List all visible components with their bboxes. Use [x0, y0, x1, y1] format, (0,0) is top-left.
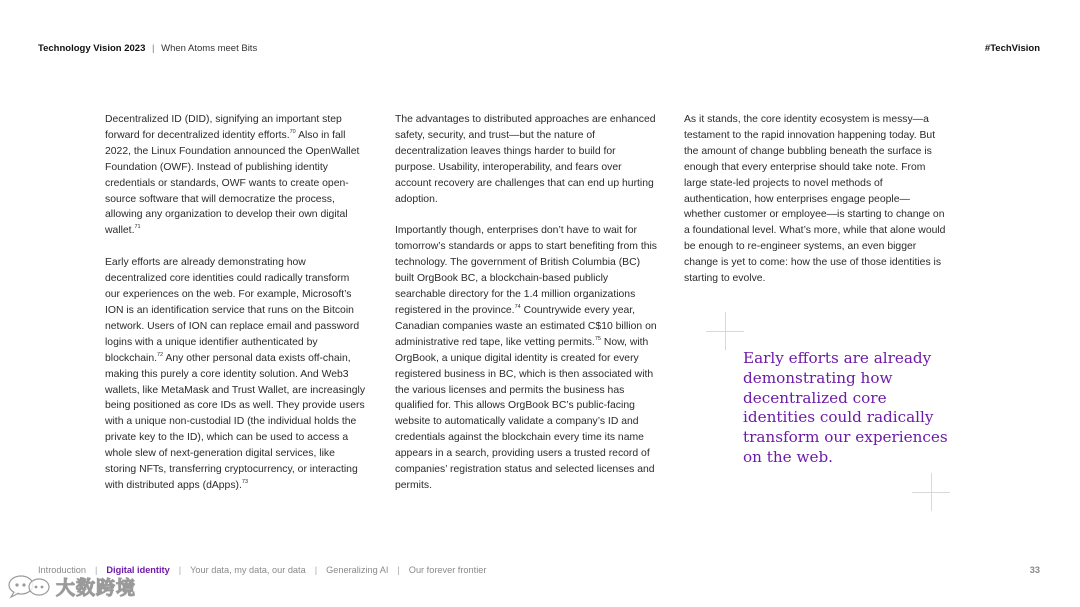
footer-separator: |: [314, 565, 318, 575]
text-run: Early efforts are already demonstrating how decentralized core identities could radically transform our experiences on the web. For example, Microsoft’s ION is an identification service that runs on the Bitcoin network. Users of ION can replace email and password logins with a unique identifier authenticated by blockchain.: [105, 257, 360, 364]
footer-nav-generalizing-ai[interactable]: Generalizing AI: [326, 565, 389, 575]
footnote-ref[interactable]: 71: [134, 224, 141, 231]
page-number: 33: [1029, 565, 1040, 575]
text-run: Any other personal data exists off-chain, making this purely a core identity solution. And Web3 wallets, like MetaMask and Trust Wallet, are increasingly being positioned as core IDs as well. They provide users with a unique non-custodial ID (the individual holds the private key to the ID), which can be used to access a whole slew of next-generation digital services, like storing NFTs, transferring cryptocurrency, or interacting with distributed apps (dApps).: [105, 352, 366, 491]
footer-nav-digital-identity[interactable]: Digital identity: [106, 565, 170, 575]
hashtag-label: #TechVision: [984, 43, 1040, 54]
footer-nav-your-data[interactable]: Your data, my data, our data: [190, 565, 306, 575]
header-separator: |: [152, 43, 155, 54]
page-header: [38, 43, 1040, 57]
footnote-ref[interactable]: 73: [241, 478, 249, 485]
decorative-cross-icon: [912, 473, 950, 511]
watermark-text: 大数跨境: [56, 577, 137, 599]
paragraph: As it stands, the core identity ecosystem is messy—a testament to the rapid innovation happening today. But the amount of change bubbling beneath the surface is enough that every enterprise should take note. From large state-led projects to novel methods of authentication, how enterprises engage people—whether customer or employee—is starting to change on a foundational level. What’s more, while that alone would be enough to re-engineer systems, an even bigger change is yet to come: how the use of those identities is starting to evolve.: [684, 114, 946, 285]
paragraph: [105, 112, 367, 239]
footer-nav-introduction[interactable]: Introduction: [38, 565, 87, 575]
text-run: Now, with OrgBook, a unique digital identity is created for every registered business in BC, which is then associated with the various licenses and permits the business has qualified for. This allows OrgBook BC’s public-facing website to automatically validate a company’s ID and credentials against the blockchain every time its name appears in a search, providing users a trusted record of companies’ registration status and selected licenses and permits.: [395, 336, 655, 491]
text-column-1: [105, 112, 367, 510]
footer-separator: |: [178, 565, 182, 575]
pull-quote: Early efforts are already demonstrating how decentralized core identities could radically transform our experiences on the web.: [743, 349, 948, 466]
text-column-2: [395, 112, 657, 510]
text-run: Importantly though, enterprises don’t have to wait for tomorrow’s standards or apps to start benefiting from this technology. The government of British Columbia (BC) built OrgBook BC, a blockchain-based publicly searchable directory for the 1.4 million organizations registered in the province.: [395, 225, 658, 316]
footer-separator: |: [397, 565, 400, 575]
footnote-ref[interactable]: 74: [514, 303, 521, 310]
report-title: Technology Vision 2023: [38, 43, 146, 54]
footnote-ref[interactable]: 75: [594, 335, 601, 342]
paragraph: The advantages to distributed approaches are enhanced safety, security, and trust—but the nature of decentralization leaves things harder to build for purpose. Usability, interoperability, and fears over account recovery are challenges that can end up hurting adoption.: [395, 114, 656, 205]
footer-nav-forever-frontier[interactable]: Our forever frontier: [408, 565, 487, 575]
paragraph: [395, 223, 657, 493]
report-subtitle: When Atoms meet Bits: [161, 43, 258, 54]
paragraph: [105, 255, 367, 494]
chat-bubbles-icon: [6, 573, 52, 599]
watermark: [6, 571, 136, 601]
footnote-ref[interactable]: 72: [156, 351, 164, 358]
text-column-3: [684, 112, 946, 303]
decorative-cross-icon: [706, 312, 744, 350]
text-run: Also in fall 2022, the Linux Foundation announced the OpenWallet Foundation (OWF). Instead of publishing identity credentials or standards, OWF wants to create open-source software that will democratize the process, allowing any organization to develop their own digital wallet.: [105, 129, 360, 237]
footer-separator: |: [95, 565, 98, 575]
text-run: Decentralized ID (DID), signifying an important step forward for decentralized identity efforts.: [105, 114, 342, 141]
footnote-ref[interactable]: 70: [289, 128, 296, 135]
text-run: Countrywide every year, Canadian companies waste an estimated C$10 billion on administrative red tape, like vetting permits.: [395, 304, 657, 348]
